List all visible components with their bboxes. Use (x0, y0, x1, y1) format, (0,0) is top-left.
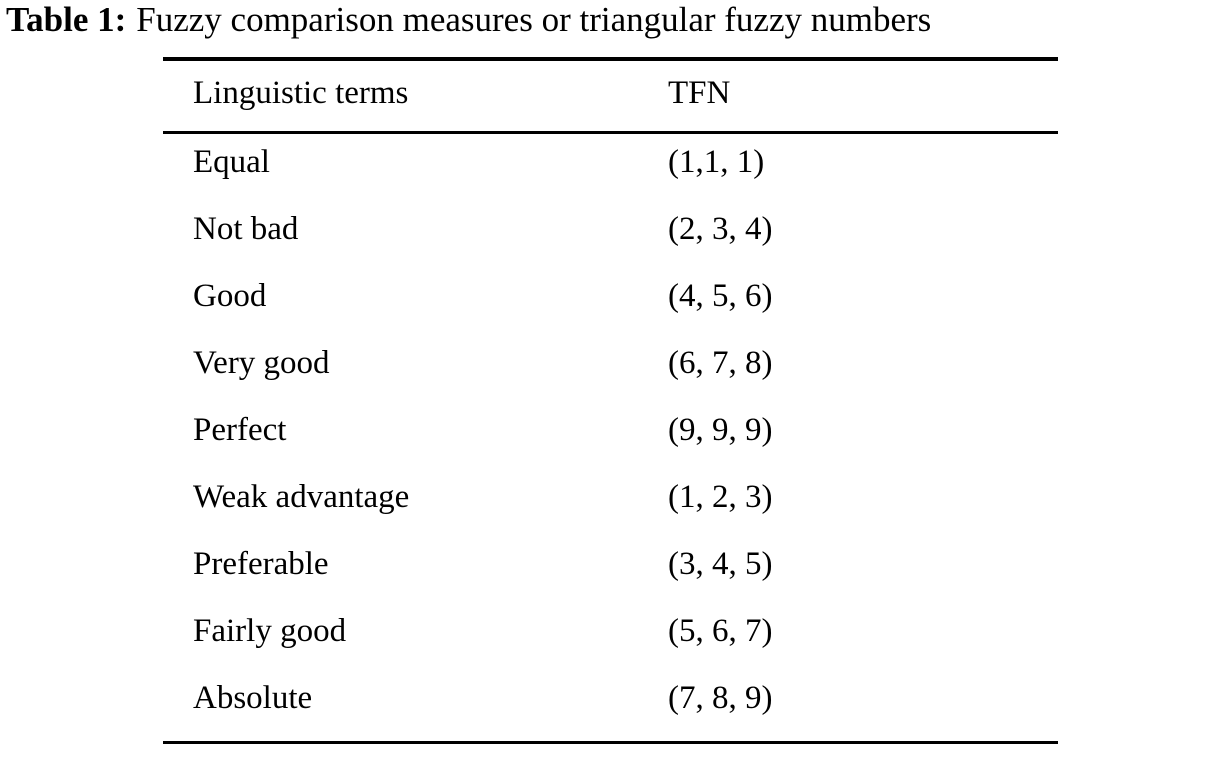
column-header-linguistic-terms: Linguistic terms (193, 75, 409, 111)
cell-linguistic-term: Absolute (193, 680, 313, 716)
table-row (163, 531, 1058, 598)
cell-tfn: (9, 9, 9) (667, 412, 773, 448)
cell-tfn: (5, 6, 7) (667, 613, 773, 649)
cell-linguistic-term: Equal (193, 144, 270, 180)
cell-linguistic-term: Good (193, 278, 267, 314)
table-bottom-rule (163, 741, 1058, 744)
cell-linguistic-term: Weak advantage (193, 479, 410, 515)
table-row (163, 598, 1058, 665)
cell-linguistic-term: Perfect (193, 412, 287, 448)
table-row (163, 464, 1058, 531)
table-row (163, 397, 1058, 464)
cell-linguistic-term: Preferable (193, 546, 329, 582)
fuzzy-comparison-table (163, 57, 1058, 732)
cell-linguistic-term: Fairly good (193, 613, 347, 649)
table-caption (6, 0, 1218, 40)
cell-tfn: (2, 3, 4) (667, 211, 773, 247)
table-row (163, 665, 1058, 732)
fuzzy-table-wrapper (163, 57, 1058, 732)
cell-tfn: (3, 4, 5) (667, 546, 773, 582)
table-body (163, 129, 1058, 732)
table-header-row (163, 57, 1058, 129)
table-row (163, 196, 1058, 263)
cell-tfn: (6, 7, 8) (667, 345, 773, 381)
cell-tfn: (1, 2, 3) (667, 479, 773, 515)
cell-linguistic-term: Not bad (193, 211, 299, 247)
table-row (163, 330, 1058, 397)
table-header (163, 57, 1058, 129)
cell-tfn: (1,1, 1) (667, 144, 765, 180)
cell-tfn: (4, 5, 6) (667, 278, 773, 314)
cell-tfn: (7, 8, 9) (667, 680, 773, 716)
table-row (163, 129, 1058, 196)
column-header-tfn: TFN (667, 75, 731, 111)
cell-linguistic-term: Very good (193, 345, 330, 381)
table-caption-text: Fuzzy comparison measures or triangular fuzzy numbers (136, 0, 932, 39)
table-row (163, 263, 1058, 330)
table-caption-label: Table 1: (6, 0, 127, 39)
